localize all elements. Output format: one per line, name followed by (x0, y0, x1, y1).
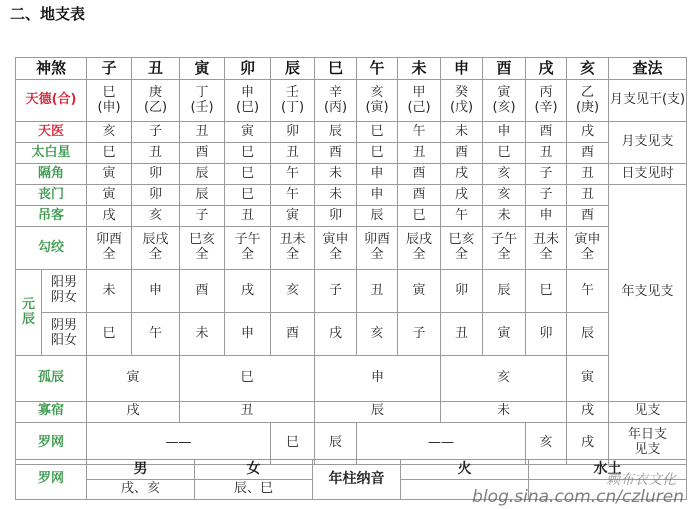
table-cell: 子午 全 (483, 227, 526, 270)
table-cell: 戌 (87, 206, 132, 227)
table-cell: 丑 (180, 401, 315, 422)
table-cell: 子 (315, 270, 357, 313)
row-label: 元 辰 (16, 270, 42, 356)
table-cell: 巳 (225, 143, 271, 164)
table-cell: 巳 (357, 143, 398, 164)
table-cell: 寅 (225, 122, 271, 143)
table-cell: 卯 (132, 164, 180, 185)
table-cell: 丑 (567, 164, 609, 185)
table-cell: 子午 全 (225, 227, 271, 270)
table-cell: 午 (567, 270, 609, 313)
table-cell: 辰 (357, 206, 398, 227)
table-cell: 丁 (壬) (180, 80, 225, 122)
luowang-row (16, 422, 687, 464)
table-cell: 丑 (567, 185, 609, 206)
table-cell: 卯 (271, 122, 315, 143)
table-cell: 寅 (87, 164, 132, 185)
table-cell: 巳亥 全 (180, 227, 225, 270)
row-label: 寡宿 (16, 401, 87, 422)
table-cell: 巳 (526, 270, 567, 313)
table-cell: 申 (132, 270, 180, 313)
table-cell: 丑未 全 (526, 227, 567, 270)
yuanchen-row-1 (16, 270, 687, 313)
table-cell: 卯 (315, 206, 357, 227)
row-label: 罗网 (16, 460, 87, 500)
table-cell: 申 (357, 185, 398, 206)
table-cell: 酉 (180, 270, 225, 313)
taibai-row (16, 143, 687, 164)
table-cell: 辰 (180, 185, 225, 206)
table-cell: 巳 (87, 143, 132, 164)
table-cell: 酉 (180, 143, 225, 164)
lookup-cell: 月支见干(支) (609, 80, 687, 122)
table-cell: 亥 (441, 356, 567, 402)
table-cell: 巳亥 全 (441, 227, 483, 270)
table-cell: 申 (357, 164, 398, 185)
branch-header: 巳 (315, 58, 357, 80)
branch-header: 午 (357, 58, 398, 80)
table-cell: 午 (441, 206, 483, 227)
table-cell: 酉 (271, 313, 315, 356)
table-cell: 酉 (567, 206, 609, 227)
sub-label: 阴男 阳女 (42, 313, 87, 356)
table-cell: 丑 (441, 313, 483, 356)
table-cell: 寅 (87, 356, 180, 402)
table-cell: 甲 (己) (398, 80, 441, 122)
table-cell: 辛 (丙) (315, 80, 357, 122)
table-cell: 酉 (441, 143, 483, 164)
table-cell: 巳 (398, 206, 441, 227)
table-cell: 丑 (132, 143, 180, 164)
row-label: 罗网 (16, 422, 87, 464)
row-label: 隔角 (16, 164, 87, 185)
table-cell: 卯 (132, 185, 180, 206)
table-cell: 戌 (567, 401, 609, 422)
lookup-cell: 年日支 见支 (609, 422, 687, 464)
nayin-label: 年柱纳音 (313, 460, 401, 500)
diaoke-row (16, 206, 687, 227)
table-cell: 午 (271, 164, 315, 185)
table-cell: 未 (483, 206, 526, 227)
table-cell: 戌 (567, 422, 609, 464)
branch-header: 辰 (271, 58, 315, 80)
lookup-cell: 见支 (609, 401, 687, 422)
table-cell: 子 (398, 313, 441, 356)
lookup-cell: 日支见时 (609, 164, 687, 185)
table-cell: 丑 (225, 206, 271, 227)
branch-header: 酉 (483, 58, 526, 80)
table-cell: 亥 (357, 313, 398, 356)
header-row (16, 58, 687, 80)
table-cell: 子 (180, 206, 225, 227)
table-cell: 丑 (398, 143, 441, 164)
table-cell: 未 (315, 164, 357, 185)
table-cell: 辰 (180, 164, 225, 185)
table-cell: 辰 (315, 401, 441, 422)
table-cell: 辰戌 全 (132, 227, 180, 270)
table-cell: 巳 (180, 356, 315, 402)
lookup-cell: 年支见支 (609, 185, 687, 402)
branch-header: 亥 (567, 58, 609, 80)
table-cell: 亥 (寅) (357, 80, 398, 122)
table-cell: 酉 (567, 143, 609, 164)
table-cell: 寅 (483, 313, 526, 356)
table-cell: 丑未 全 (271, 227, 315, 270)
table-cell: 申 (315, 356, 441, 402)
table-cell: 辰 (483, 270, 526, 313)
table-cell: 丑 (357, 270, 398, 313)
table-cell: 申 (483, 122, 526, 143)
table-cell: 午 (398, 122, 441, 143)
table-cell: 寅 (亥) (483, 80, 526, 122)
page-title: 二、地支表 (10, 5, 86, 23)
table-cell: 卯 (441, 270, 483, 313)
sub-label: 阳男 阴女 (42, 270, 87, 313)
watermark (472, 473, 684, 507)
table-cell: 未 (87, 270, 132, 313)
table-cell: 辰 (315, 122, 357, 143)
table-cell: 丙 (辛) (526, 80, 567, 122)
tiande-row (16, 80, 687, 122)
table-cell: 寅申 全 (315, 227, 357, 270)
table-cell: —— (357, 422, 526, 464)
branch-header: 卯 (225, 58, 271, 80)
table-cell: 寅 (87, 185, 132, 206)
table-cell: 巳 (申) (87, 80, 132, 122)
table-cell: 巳 (271, 422, 315, 464)
table-cell: 酉 (526, 122, 567, 143)
table-cell: 午 (271, 185, 315, 206)
row-label: 丧门 (16, 185, 87, 206)
table-cell: 子 (526, 164, 567, 185)
table-cell: 戌 (315, 313, 357, 356)
table-cell: 午 (132, 313, 180, 356)
table-cell: 亥 (526, 422, 567, 464)
tianyi-row (16, 122, 687, 143)
fire-header: 火 (401, 460, 529, 480)
row-label: 吊客 (16, 206, 87, 227)
branch-header: 寅 (180, 58, 225, 80)
table-cell: 亥 (132, 206, 180, 227)
table-cell: 寅 (398, 270, 441, 313)
watermark-url: blog.sina.com.cn/czluren (472, 487, 684, 508)
table-cell: 丑 (180, 122, 225, 143)
lookup-cell: 月支见支 (609, 122, 687, 164)
row-label: 天德(合) (16, 80, 87, 122)
table-cell: 酉 (315, 143, 357, 164)
goujiao-row (16, 227, 687, 270)
table-cell: 未 (441, 122, 483, 143)
branch-header: 丑 (132, 58, 180, 80)
table-cell: 丑 (271, 143, 315, 164)
table-cell: 辰 (567, 313, 609, 356)
corner-label: 神煞 (16, 58, 87, 80)
table-cell: 壬 (丁) (271, 80, 315, 122)
table-cell: 巳 (87, 313, 132, 356)
table-cell: 卯酉 全 (357, 227, 398, 270)
table-cell: 亥 (483, 164, 526, 185)
row-label: 孤辰 (16, 356, 87, 402)
lookup-header: 查法 (609, 58, 687, 80)
branch-header: 子 (87, 58, 132, 80)
table-cell: 巳 (225, 185, 271, 206)
row-label: 天医 (16, 122, 87, 143)
gejiao-row (16, 164, 687, 185)
table-cell: 乙 (庚) (567, 80, 609, 122)
row-label: 太白星 (16, 143, 87, 164)
table-cell: 寅 (271, 206, 315, 227)
guasu-row (16, 401, 687, 422)
table-cell: 未 (441, 401, 567, 422)
table-cell: 未 (315, 185, 357, 206)
table-cell: 辰戌 全 (398, 227, 441, 270)
table-cell: 丑 (526, 143, 567, 164)
table-cell: 申 (526, 206, 567, 227)
sangmen-row (16, 185, 687, 206)
table-cell: 寅申 全 (567, 227, 609, 270)
male-value: 戌、亥 (87, 480, 195, 500)
table-cell: 庚 (乙) (132, 80, 180, 122)
table-cell: 子 (526, 185, 567, 206)
branch-header: 戌 (526, 58, 567, 80)
table-cell: 申 (225, 313, 271, 356)
table-cell: 亥 (271, 270, 315, 313)
female-value: 辰、巳 (195, 480, 313, 500)
table-cell: 巳 (225, 164, 271, 185)
table-cell: 巳 (357, 122, 398, 143)
female-header: 女 (195, 460, 313, 480)
table-cell: 戌 (87, 401, 180, 422)
earth-header: 水土 (529, 460, 687, 480)
table-cell: 未 (180, 313, 225, 356)
table-cell: 寅 (567, 356, 609, 402)
table-cell: 巳 (483, 143, 526, 164)
row-label: 勾绞 (16, 227, 87, 270)
table-cell: 申 (巳) (225, 80, 271, 122)
table-cell: 癸 (戊) (441, 80, 483, 122)
table-cell: 亥 (483, 185, 526, 206)
yuanchen-row-2 (16, 313, 687, 356)
table-cell: 卯酉 全 (87, 227, 132, 270)
table-cell: 戌 (441, 164, 483, 185)
table-cell: 戌 (225, 270, 271, 313)
table-cell: 亥 (87, 122, 132, 143)
branch-header: 申 (441, 58, 483, 80)
table-cell: 戌 (441, 185, 483, 206)
branch-table (15, 57, 687, 465)
table-cell: 卯 (526, 313, 567, 356)
guchen-row (16, 356, 687, 402)
branch-header: 未 (398, 58, 441, 80)
watermark-brand: 赖布衣文化 (606, 471, 676, 488)
table-cell: —— (87, 422, 271, 464)
table-cell: 酉 (398, 185, 441, 206)
male-header: 男 (87, 460, 195, 480)
table-cell: 辰 (315, 422, 357, 464)
table-cell: 子 (132, 122, 180, 143)
table-cell: 酉 (398, 164, 441, 185)
table-cell: 戌 (567, 122, 609, 143)
